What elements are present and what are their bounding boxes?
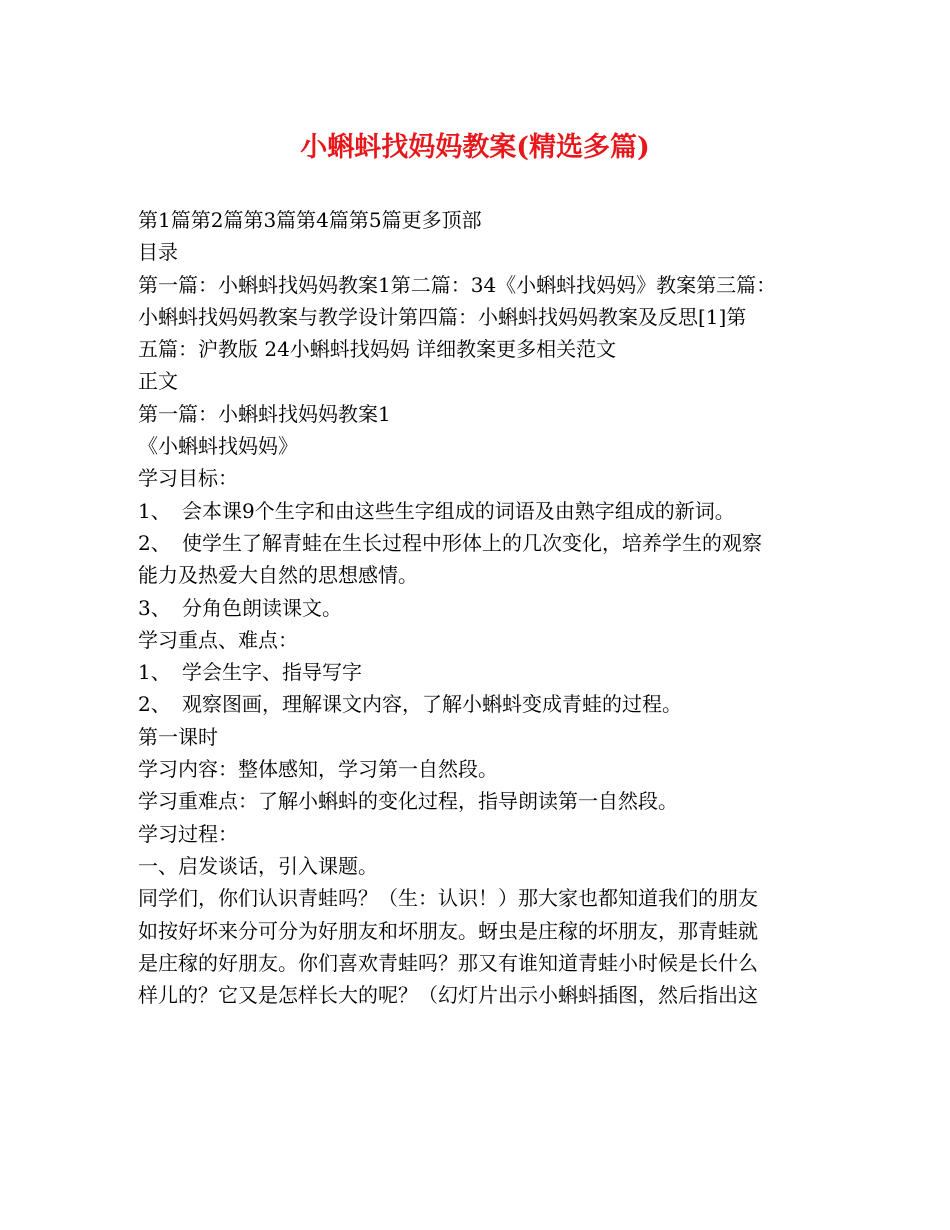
learning-difficulty: 学习重难点：了解小蝌蚪的变化过程，指导朗读第一自然段。 — [138, 789, 678, 814]
paragraph-line: 如按好坏来分可分为好朋友和坏朋友。蚜虫是庄稼的坏朋友，那青蛙就 — [138, 918, 758, 943]
goal-text: 分角色朗读课文。 — [182, 595, 342, 620]
goal-text: 使学生了解青蛙在生长过程中形体上的几次变化，培养学生的观察 — [182, 530, 762, 555]
document-body — [138, 204, 818, 1011]
paragraph-line: 同学们，你们认识青蛙吗？（生：认识！）那大家也都知道我们的朋友 — [138, 886, 758, 911]
learning-content: 学习内容：整体感知，学习第一自然段。 — [138, 757, 498, 782]
toc-line: 五篇：沪教版 24小蝌蚪找妈妈 详细教案更多相关范文 — [138, 337, 617, 362]
document-title: 小蝌蚪找妈妈教案(精选多篇) — [300, 132, 650, 163]
key-point-number: 1、 — [138, 660, 171, 685]
key-point-number: 2、 — [138, 692, 171, 717]
goal-item — [138, 592, 818, 624]
paragraph-line: 样儿的？它又是怎样长大的呢？（幻灯片出示小蝌蚪插图，然后指出这 — [138, 983, 758, 1008]
toc-line: 第一篇：小蝌蚪找妈妈教案1第二篇：34《小蝌蚪找妈妈》教案第三篇： — [138, 272, 777, 297]
goal-number: 1、 — [138, 498, 171, 523]
goal-number: 3、 — [138, 595, 171, 620]
section-nav-links[interactable]: 第1篇第2篇第3篇第4篇第5篇更多顶部 — [138, 208, 482, 232]
toc-line: 小蝌蚪找妈妈教案与教学设计第四篇：小蝌蚪找妈妈教案及反思[1]第 — [138, 304, 747, 329]
paragraph-line: 是庄稼的好朋友。你们喜欢青蛙吗？那又有谁知道青蛙小时候是长什么 — [138, 950, 758, 975]
goal-item — [138, 495, 818, 527]
goal-text-continued: 能力及热爱大自然的思想感情。 — [138, 563, 418, 588]
goal-text: 会本课9个生字和由这些生字组成的词语及由熟字组成的新词。 — [182, 498, 735, 523]
goal-item — [138, 527, 818, 559]
goal-number: 2、 — [138, 530, 171, 555]
lesson-title: 《小蝌蚪找妈妈》 — [138, 434, 298, 459]
key-point-item — [138, 688, 818, 720]
class-period: 第一课时 — [138, 724, 218, 749]
body-heading: 正文 — [138, 369, 178, 394]
goals-heading: 学习目标： — [138, 466, 238, 491]
key-point-item — [138, 656, 818, 688]
step-heading: 一、启发谈话，引入课题。 — [138, 853, 378, 878]
section-title: 第一篇：小蝌蚪找妈妈教案1 — [138, 401, 391, 426]
key-point-text: 观察图画，理解课文内容，了解小蝌蚪变成青蛙的过程。 — [182, 692, 682, 717]
key-points-heading: 学习重点、难点： — [138, 627, 298, 652]
toc-heading: 目录 — [138, 240, 178, 265]
key-point-text: 学会生字、指导写字 — [182, 660, 362, 685]
process-heading: 学习过程： — [138, 821, 238, 846]
